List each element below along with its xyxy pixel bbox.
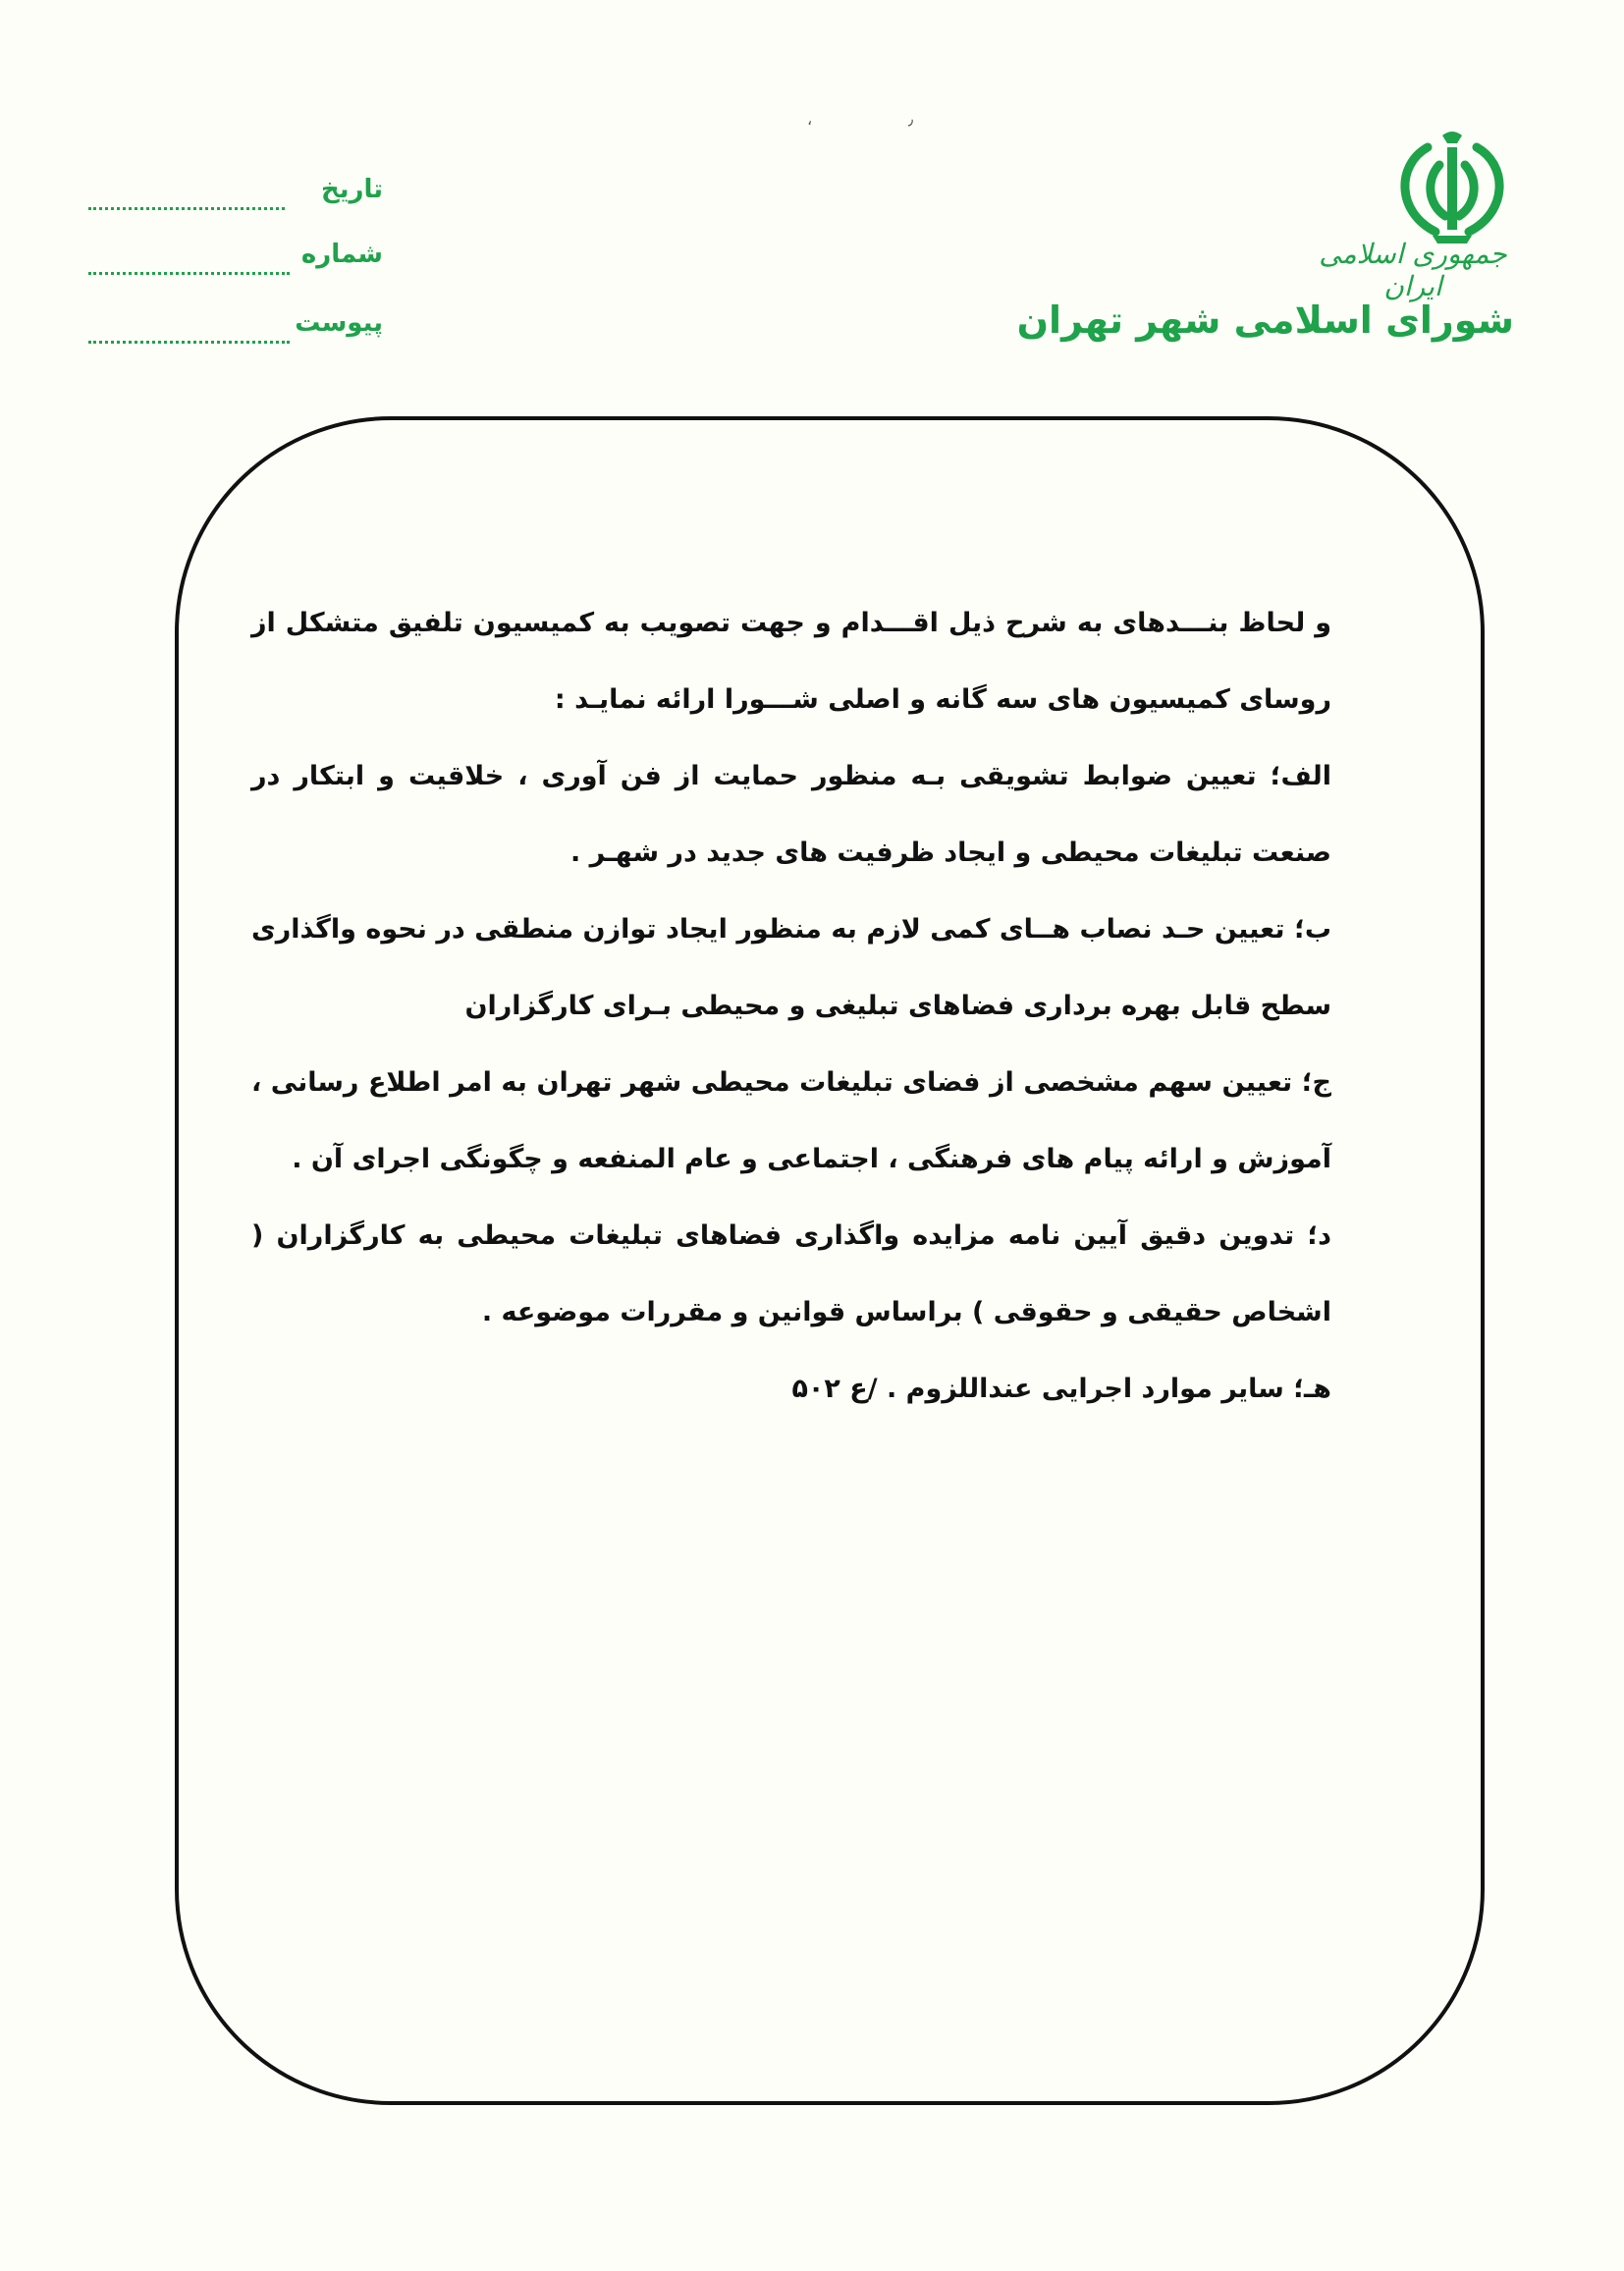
number-field xyxy=(88,240,383,279)
item-text: تعیین حـد نصاب هــای کمی لازم به منظور ایجاد توازن منطقی در نحوه واگذاری سطح قابل بهره برداری فضاهای تبلیغی و محیطی بـرای کارگزاران xyxy=(251,914,1331,1021)
body-item-d xyxy=(251,1198,1331,1351)
body-item-e xyxy=(251,1351,1331,1428)
item-marker: ج؛ xyxy=(1301,1067,1331,1098)
attachment-field xyxy=(88,308,383,348)
item-text: تعیین ضوابط تشویقی بـه منظور حمایت از فن آوری ، خلاقیت و ابتکار در صنعت تبلیغات محیطی و ایجاد ظرفیت های جدید در شهـر . xyxy=(251,761,1331,868)
republic-name: جمهوری اسلامی ایران xyxy=(1319,238,1507,302)
item-text: تعیین سهم مشخصی از فضای تبلیغات محیطی شهر تهران به امر اطلاع رسانی ، آموزش و ارائه پیام های فرهنگی ، اجتماعی و عام المنفعه و چگونگی اجرای آن . xyxy=(251,1067,1331,1174)
item-text: تدوین دقیق آیین نامه مزایده واگذاری فضاهای تبلیغات محیطی به کارگزاران ( اشخاص حقیقی و حقوقی ) براساس قوانین و مقررات موضوعه . xyxy=(251,1220,1331,1327)
attachment-label: پیوست xyxy=(295,308,383,338)
number-label: شماره xyxy=(300,240,383,269)
iran-emblem-icon xyxy=(1388,126,1516,248)
top-mark: ٫ xyxy=(908,110,914,129)
date-label: تاریخ xyxy=(321,175,383,204)
item-marker: هـ؛ xyxy=(1293,1374,1331,1404)
item-marker: الف؛ xyxy=(1270,761,1331,791)
item-marker: د؛ xyxy=(1307,1220,1332,1251)
letter-body xyxy=(251,585,1331,1428)
body-intro: و لحاظ بنـــدهای به شرح ذیل اقـــدام و جهت تصویب به کمیسیون تلفیق متشکل از روسای کمیسیون های سه گانه و اصلی شـــورا ارائه نمایـد : xyxy=(251,608,1331,715)
body-item-b xyxy=(251,892,1331,1045)
attachment-dotted-line xyxy=(88,341,290,344)
item-text: سایر موارد اجرایی عنداللزوم . /ع ۵۰۲ xyxy=(791,1374,1284,1404)
body-item-c xyxy=(251,1045,1331,1198)
date-dotted-line xyxy=(88,207,285,210)
body-item-a xyxy=(251,738,1331,892)
council-name: شورای اسلامی شهر تهران xyxy=(1016,298,1514,342)
date-field xyxy=(88,175,383,214)
number-dotted-line xyxy=(88,272,290,275)
item-marker: ب؛ xyxy=(1294,914,1331,945)
top-mark: ، xyxy=(807,110,813,129)
